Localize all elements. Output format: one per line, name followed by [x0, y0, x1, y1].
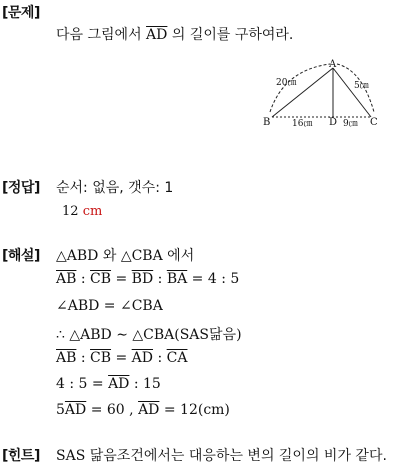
result: = 12(cm): [159, 402, 230, 418]
answer-header: [정답]: [2, 180, 40, 196]
explanation-line-3: ∠ABD = ∠CBA: [56, 298, 163, 314]
colon: :: [76, 271, 91, 287]
colon: :: [153, 271, 167, 287]
seg-ad: $\overline{AD}$: [131, 350, 154, 366]
seg-cb: $\overline{CB}$: [90, 350, 112, 366]
seg-ad: $\overline{AD}$: [138, 402, 160, 418]
explanation-line-2: [56, 271, 239, 287]
answer-value-line: [62, 204, 102, 219]
seg-cb: $\overline{CB}$: [90, 271, 112, 287]
hint-prefix: SAS: [56, 448, 90, 464]
similarity-word: 닮음: [209, 327, 237, 343]
seg-ad: $\overline{AD}$: [108, 376, 130, 392]
seg-ba: $\overline{BA}$: [166, 271, 188, 287]
ratio: = 4 : 5: [187, 271, 240, 287]
point-label-b: B: [263, 117, 271, 128]
hint-header: [힌트]: [2, 448, 40, 464]
arc-ab: [270, 64, 330, 112]
problem-segment: $\overline{AD}$: [146, 27, 168, 43]
explanation-line-1: [56, 245, 194, 265]
coef: 5: [56, 402, 65, 418]
explanation-line-4: [56, 324, 242, 344]
length-label-ab: 20㎝: [276, 78, 297, 88]
close-paren: ): [236, 327, 242, 343]
similarity-statement: ∴ △ABD ∼ △CBA(SAS: [56, 327, 210, 343]
point-label-a: A: [329, 59, 337, 70]
explanation-line-7: [56, 402, 230, 418]
length-label-dc: 9㎝: [343, 119, 358, 129]
problem-text-after: 의 길이를 구하여라.: [167, 27, 294, 43]
seg-bd: $\overline{BD}$: [131, 271, 154, 287]
seg-ab: $\overline{AB}$: [56, 271, 77, 287]
mid: = 60 ,: [86, 402, 139, 418]
point-label-c: C: [370, 117, 378, 128]
point-label-d: D: [329, 117, 338, 128]
arc-ac: [337, 64, 374, 112]
and-word: 와: [98, 248, 121, 264]
equals: =: [111, 271, 132, 287]
answer-meta: 순서: 없음, 갯수: 1: [56, 180, 174, 196]
explanation-line-6: [56, 376, 161, 392]
segment-ac: [333, 68, 371, 117]
segment-ab: [272, 68, 333, 117]
seg-ca: $\overline{CA}$: [166, 350, 188, 366]
hint-body: 닮음조건에서는 대응하는 변의 길이의 비가 같다.: [89, 448, 387, 464]
ratio-head: 4 : 5 =: [56, 376, 109, 392]
problem-text-before: 다음 그림에서: [56, 27, 147, 43]
answer-value: 12: [62, 204, 79, 219]
seg-ad: $\overline{AD}$: [64, 402, 87, 418]
triangle-abd: △ABD: [56, 248, 99, 264]
problem-text: [56, 24, 293, 44]
ratio-tail: : 15: [129, 376, 161, 392]
in-word: 에서: [162, 248, 195, 264]
hint-text: [56, 445, 387, 465]
colon: :: [76, 350, 91, 366]
length-label-ac: 5㎝: [354, 81, 369, 91]
triangle-cba: △CBA: [120, 248, 163, 264]
colon: :: [153, 350, 167, 366]
seg-ab: $\overline{AB}$: [56, 350, 77, 366]
explanation-line-5: [56, 350, 187, 366]
explanation-header: [해설]: [2, 248, 40, 264]
problem-header: [문제]: [2, 5, 40, 21]
length-label-bd: 16㎝: [292, 119, 313, 129]
equals: =: [111, 350, 132, 366]
answer-unit: cm: [82, 204, 103, 219]
